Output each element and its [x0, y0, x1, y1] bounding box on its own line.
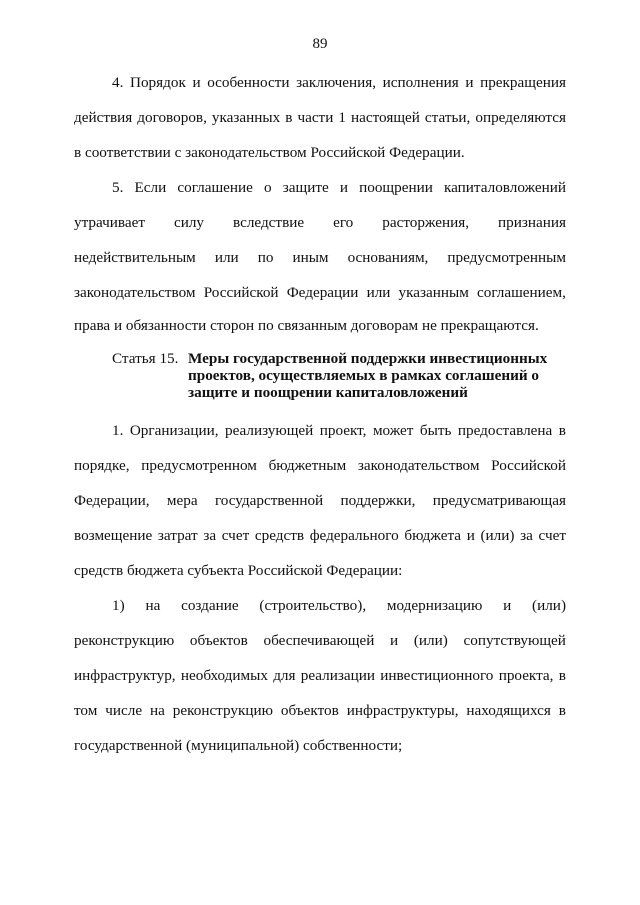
paragraph-5-line-1: 5. Если соглашение о защите и поощрении капиталовложений: [112, 179, 566, 196]
paragraph-1-line-2: порядке, предусмотренном бюджетным законодательством Российской: [74, 457, 566, 474]
article-title-line-2: проектов, осуществляемых в рамках соглашений о: [188, 367, 539, 384]
page-number: 89: [312, 36, 328, 52]
subitem-1-line-4: том числе на реконструкцию объектов инфраструктуры, находящихся в: [74, 702, 566, 719]
subitem-1-line-3: инфраструктур, необходимых для реализации инвестиционного проекта, в: [74, 667, 566, 684]
paragraph-1-line-3: Федерации, мера государственной поддержки, предусматривающая: [74, 492, 566, 509]
paragraph-4-line-1: 4. Порядок и особенности заключения, исполнения и прекращения: [112, 74, 566, 91]
paragraph-1-line-5: средств бюджета субъекта Российской Федерации:: [74, 562, 403, 579]
paragraph-1-line-1: 1. Организации, реализующей проект, может быть предоставлена в: [112, 422, 566, 439]
article-title-line-1: Меры государственной поддержки инвестиционных: [188, 350, 548, 367]
paragraph-5-line-4: законодательством Российской Федерации или указанным соглашением,: [74, 284, 566, 301]
article-label: Статья 15.: [112, 350, 179, 367]
paragraph-1-line-4: возмещение затрат за счет средств федерального бюджета и (или) за счет: [74, 527, 566, 544]
paragraph-4-line-2: действия договоров, указанных в части 1 настоящей статьи, определяются: [74, 109, 566, 126]
subitem-1-line-1: 1) на создание (строительство), модернизацию и (или): [112, 597, 566, 614]
subitem-1-line-5: государственной (муниципальной) собственности;: [74, 737, 403, 754]
paragraph-4-line-3: в соответствии с законодательством Российской Федерации.: [74, 144, 465, 161]
article-title: [188, 350, 568, 401]
paragraph-5-line-5: права и обязанности сторон по связанным договорам не прекращаются.: [74, 317, 539, 334]
article-title-line-3: защите и поощрении капиталовложений: [188, 384, 468, 401]
paragraph-5-line-3: недействительным или по иным основаниям, предусмотренным: [74, 249, 566, 266]
paragraph-5-line-2: утрачивает силу вследствие его расторжения, признания: [74, 214, 566, 231]
subitem-1-line-2: реконструкцию объектов обеспечивающей и (или) сопутствующей: [74, 632, 566, 649]
